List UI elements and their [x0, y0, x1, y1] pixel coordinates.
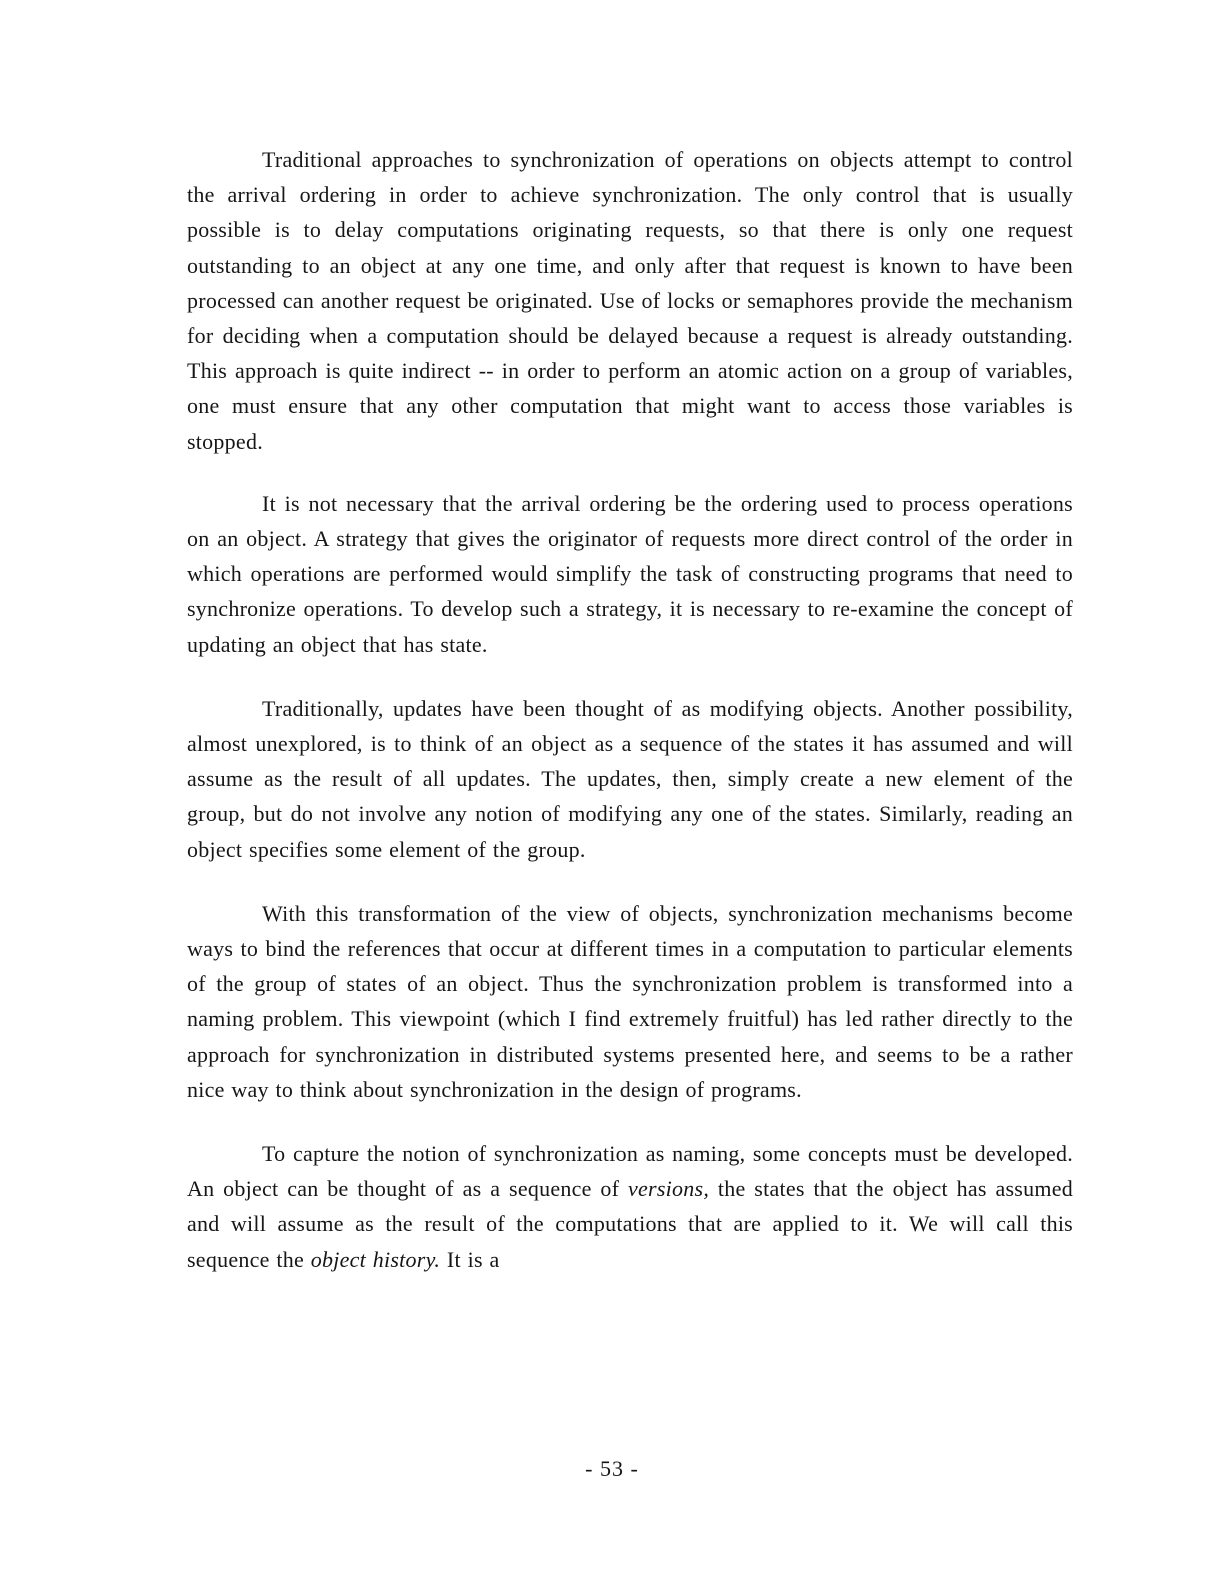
term-object-history: object history.	[310, 1246, 441, 1272]
paragraph-text-segment: the states that the object has assumed and will assume as the result of the computations that are applied to it. We will call this sequence the	[187, 1176, 1073, 1272]
paragraph-updates-as-states: Traditionally, updates have been thought of as modifying objects. Another possibility, almost unexplored, is to think of an object as a sequence of the states it has assumed and will assume as the result of all updates. The updates, then, simply create a new element of the group, but do not involve any notion of modifying any one of the states. Similarly, reading an object specifies some element of the group.	[187, 695, 1073, 862]
paragraph-arrival-ordering: Traditional approaches to synchronization of operations on objects attempt to control the arrival ordering in order to achieve synchronization. The only control that is usually possible is to delay computations originating requests, so that there is only one request outstanding to an object at any one time, and only after that request is known to have been processed can another request be originated. Use of locks or semaphores provide the mechanism for deciding when a computation should be delayed because a request is already outstanding. This approach is quite indirect -- in order to perform an atomic action on a group of variables, one must ensure that any other computation that might want to access those variables is stopped.	[187, 147, 1073, 454]
paragraph-naming-problem: With this transformation of the view of objects, synchronization mechanisms become ways to bind the references that occur at different times in a computation to particular elements of the group of states of an object. Thus the synchronization problem is transformed into a naming problem. This viewpoint (which I find extremely fruitful) has led rather directly to the approach for synchronization in distributed systems presented here, and seems to be a rather nice way to think about synchronization in the design of programs.	[187, 900, 1073, 1102]
term-versions: versions,	[628, 1176, 710, 1202]
paragraph-processing-order: It is not necessary that the arrival ordering be the ordering used to process operations on an object. A strategy that gives the originator of requests more direct control of the order in which operations are performed would simplify the task of constructing programs that need to synchronize operations. To develop such a strategy, it is necessary to re-examine the concept of updating an object that has state.	[187, 490, 1073, 657]
page-body	[187, 142, 1073, 1277]
paragraph-text-segment: To capture the notion of synchronization as naming, some concepts must be developed. An object can be thought of as a sequence of	[187, 1141, 1073, 1202]
page-number: - 53 -	[585, 1456, 639, 1481]
paragraph-object-history	[187, 1136, 1073, 1277]
paragraph-text-segment: It is a	[440, 1246, 500, 1272]
